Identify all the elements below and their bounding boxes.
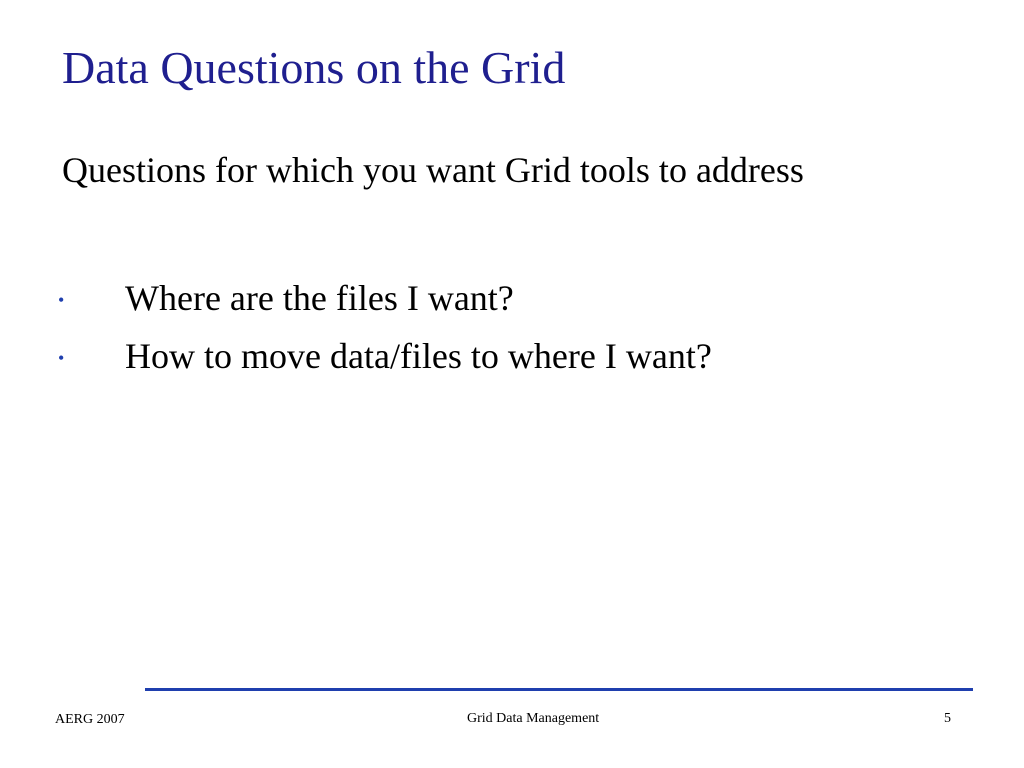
slide-subtitle: Questions for which you want Grid tools to address [62, 150, 804, 190]
footer-organization: AERG 2007 [55, 712, 125, 727]
slide-title: Data Questions on the Grid [62, 42, 566, 93]
bullet-text: Where are the files I want? [125, 278, 514, 318]
bullet-text: How to move data/files to where I want? [125, 336, 712, 376]
bullet-icon: • [58, 290, 65, 310]
bullet-item [0, 272, 1024, 330]
bullet-icon: • [58, 348, 65, 368]
footer-presentation-title: Grid Data Management [467, 711, 600, 726]
bullet-list [0, 272, 1024, 388]
footer-divider [145, 688, 973, 691]
page-number: 5 [944, 711, 951, 726]
bullet-item [0, 330, 1024, 388]
